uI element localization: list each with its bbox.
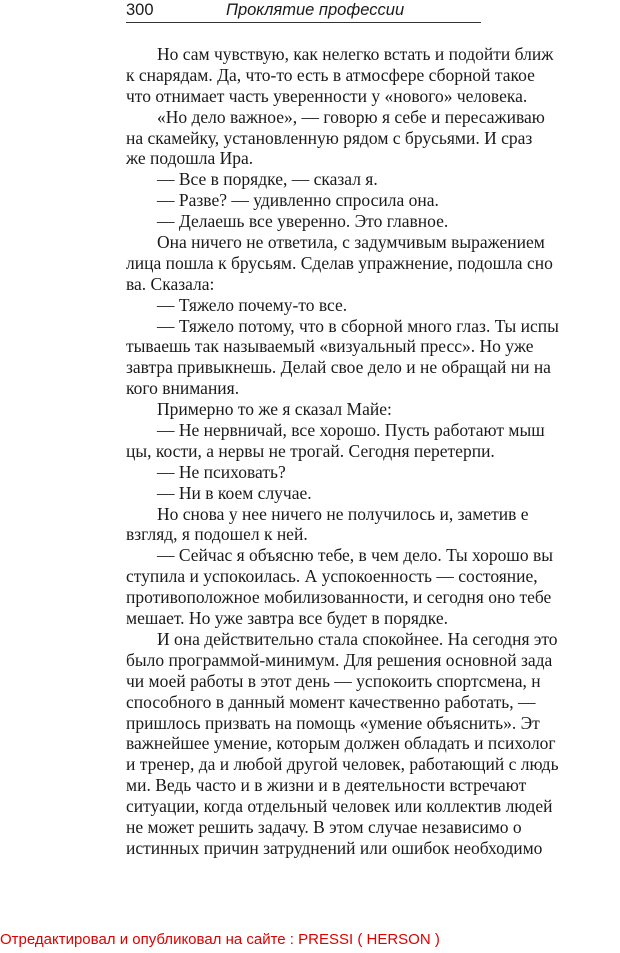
text-line: — Сейчас я объясню тебе, в чем дело. Ты хорошо вы [157, 545, 553, 566]
text-line: «Но дело важное», — говорю я себе и пересаживаю [157, 106, 545, 127]
text-line: к снарядам. Да, что-то есть в атмосфере сборной такое [126, 64, 535, 85]
text-line: мешает. Но уже завтра все будет в порядке. [126, 608, 449, 629]
text-line: было программой-минимум. Для решения основной зада [126, 649, 553, 670]
text-line: завтра привыкнешь. Делай свое дело и не обращай ни на [126, 357, 551, 378]
text-line: — Не нервничай, все хорошо. Пусть работают мыш [157, 420, 545, 441]
text-line: — Делаешь все уверенно. Это главное. [157, 211, 449, 232]
text-line: Но снова у нее ничего не получилось и, заметив е [157, 503, 529, 524]
text-line: и тренер, да и любой другой человек, работающий с людь [126, 754, 559, 775]
text-line: же подошла Ира. [126, 148, 254, 169]
page-header [126, 0, 481, 23]
text-line: Но сам чувствую, как нелегко встать и подойти ближ [157, 44, 554, 64]
text-line: Она ничего не ответила, с задумчивым выражением [157, 232, 545, 253]
text-line: — Ни в коем случае. [157, 482, 312, 503]
text-line: важнейшее умение, которым должен обладать и психолог [126, 733, 556, 754]
text-line: — Тяжело почему-то все. [157, 294, 348, 315]
text-line: не может решить задачу. В этом случае независимо о [126, 816, 522, 837]
text-line: — Тяжело потому, что в сборной много глаз. Ты испы [157, 315, 559, 336]
text-line: истинных причин затруднений или ошибок необходимо [126, 837, 543, 858]
text-line: ва. Сказала: [126, 273, 215, 294]
text-line: — Разве? — удивленно спросила она. [157, 190, 439, 211]
text-line: лица пошла к брусьям. Сделав упражнение, подошла сно [126, 252, 553, 273]
text-line: что отнимает часть уверенности у «нового» человека. [126, 85, 528, 106]
text-line: ситуации, когда отдельный человек или коллектив людей [126, 796, 553, 817]
page-number: 300 [126, 1, 154, 19]
text-line: ми. Ведь часто и в жизни и в деятельности встречают [126, 775, 527, 796]
text-line: противоположное мобилизованности, и сегодня оно тебе [126, 587, 552, 608]
footer-credit: Отредактировал и опубликовал на сайте : PRESSI ( HERSON ) [0, 931, 440, 948]
text-line: взгляд, я подошел к ней. [126, 524, 308, 545]
text-line: способного в данный момент качественно работать, — [126, 691, 536, 712]
text-line: цы, кости, а нервы не трогай. Сегодня перетерпи. [126, 440, 495, 461]
text-line: пришлось призвать на помощь «умение объяснить». Эт [126, 712, 540, 733]
text-line: — Все в порядке, — сказал я. [157, 169, 378, 190]
text-line: И она действительно стала спокойнее. На сегодня это [157, 628, 558, 649]
text-line: тываешь так называемый «визуальный пресс». Но уже [126, 336, 534, 357]
text-line: на скамейку, установленную рядом с брусьями. И сраз [126, 127, 533, 148]
text-line: ступила и успокоилась. А успокоенность — состояние, [126, 566, 538, 587]
text-line: чи моей работы в этот день — успокоить спортсмена, н [126, 670, 541, 691]
text-line: кого внимания. [126, 378, 240, 399]
text-line: — Не психовать? [157, 461, 286, 482]
body-text [126, 44, 620, 859]
text-line: Примерно то же я сказал Майе: [157, 399, 392, 420]
running-title: Проклятие профессии [226, 1, 405, 19]
